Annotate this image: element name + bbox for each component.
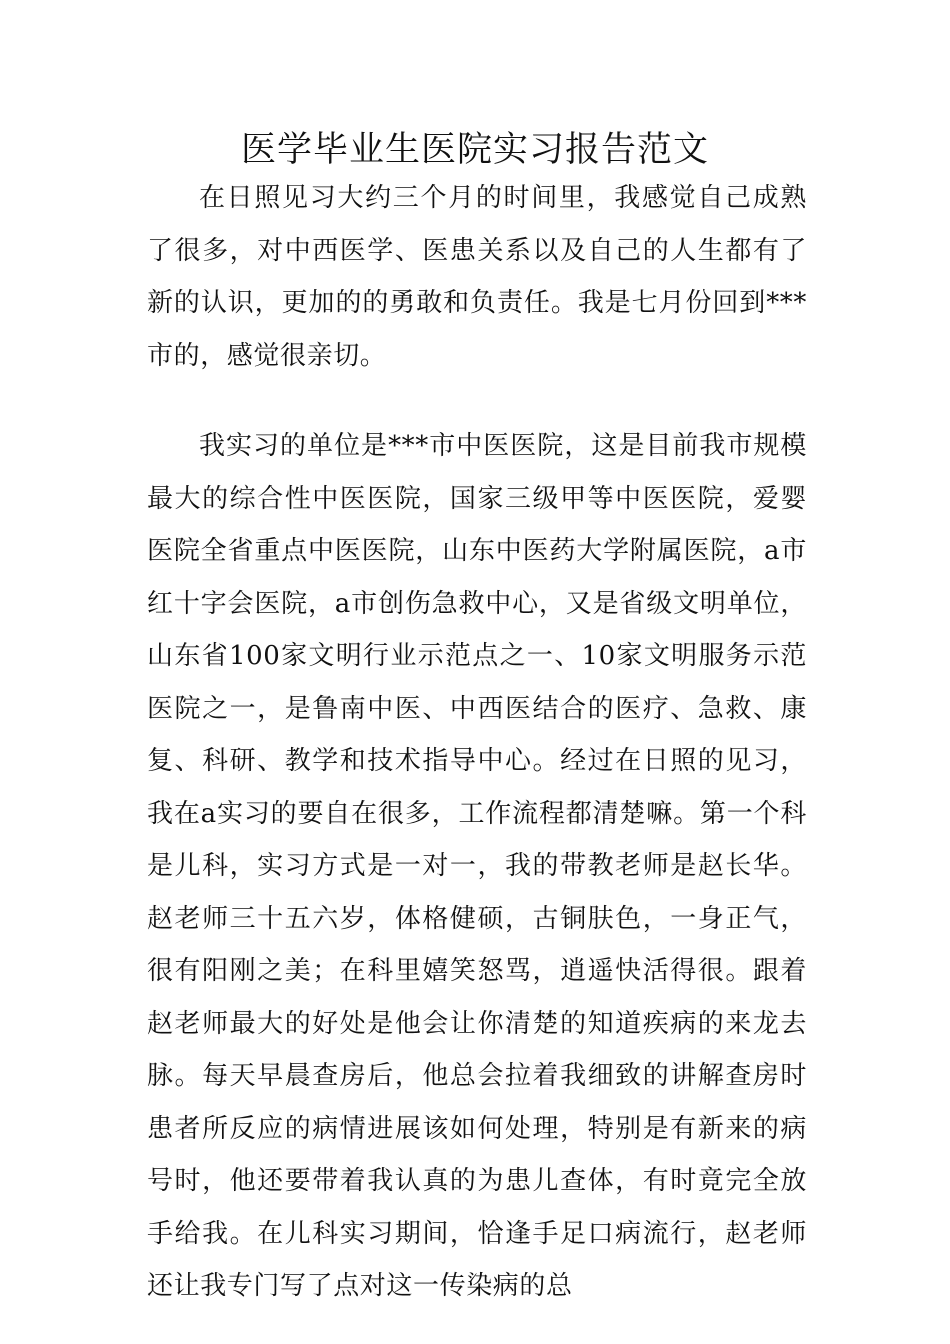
paragraph-internship-unit: 我实习的单位是***市中医医院，这是目前我市规模最大的综合性中医医院，国家三级甲等中医医院，爱婴医院全省重点中医医院，山东中医药大学附属医院，a市红十字会医院，a市创伤急救中心，又是省级文明单位，山东省100家文明行业示范点之一、10家文明服务示范医院之一，是鲁南中医、中西医结合的医疗、急救、康复、科研、教学和技术指导中心。经过在日照的见习，我在a实习的要自在很多，工作流程都清楚嘛。第一个科是儿科，实习方式是一对一，我的带教老师是赵长华。赵老师三十五六岁，体格健硕，古铜肤色，一身正气，很有阳刚之美；在科里嬉笑怒骂，逍遥快活得很。跟着赵老师最大的好处是他会让你清楚的知道疾病的来龙去脉。每天早晨查房后，他总会拉着我细致的讲解查房时患者所反应的病情进展该如何处理，特别是有新来的病号时，他还要带着我认真的为患儿查体，有时竟完全放手给我。在儿科实习期间，恰逢手足口病流行，赵老师还让我专门写了点对这一传染病的总 — [147, 431, 807, 1301]
paragraph-intro: 在日照见习大约三个月的时间里，我感觉自己成熟了很多，对中西医学、医患关系以及自己的人生都有了新的认识，更加的的勇敢和负责任。我是七月份回到***市的，感觉很亲切。 — [147, 183, 807, 371]
document-title: 医学毕业生医院实习报告范文 — [240, 130, 709, 170]
